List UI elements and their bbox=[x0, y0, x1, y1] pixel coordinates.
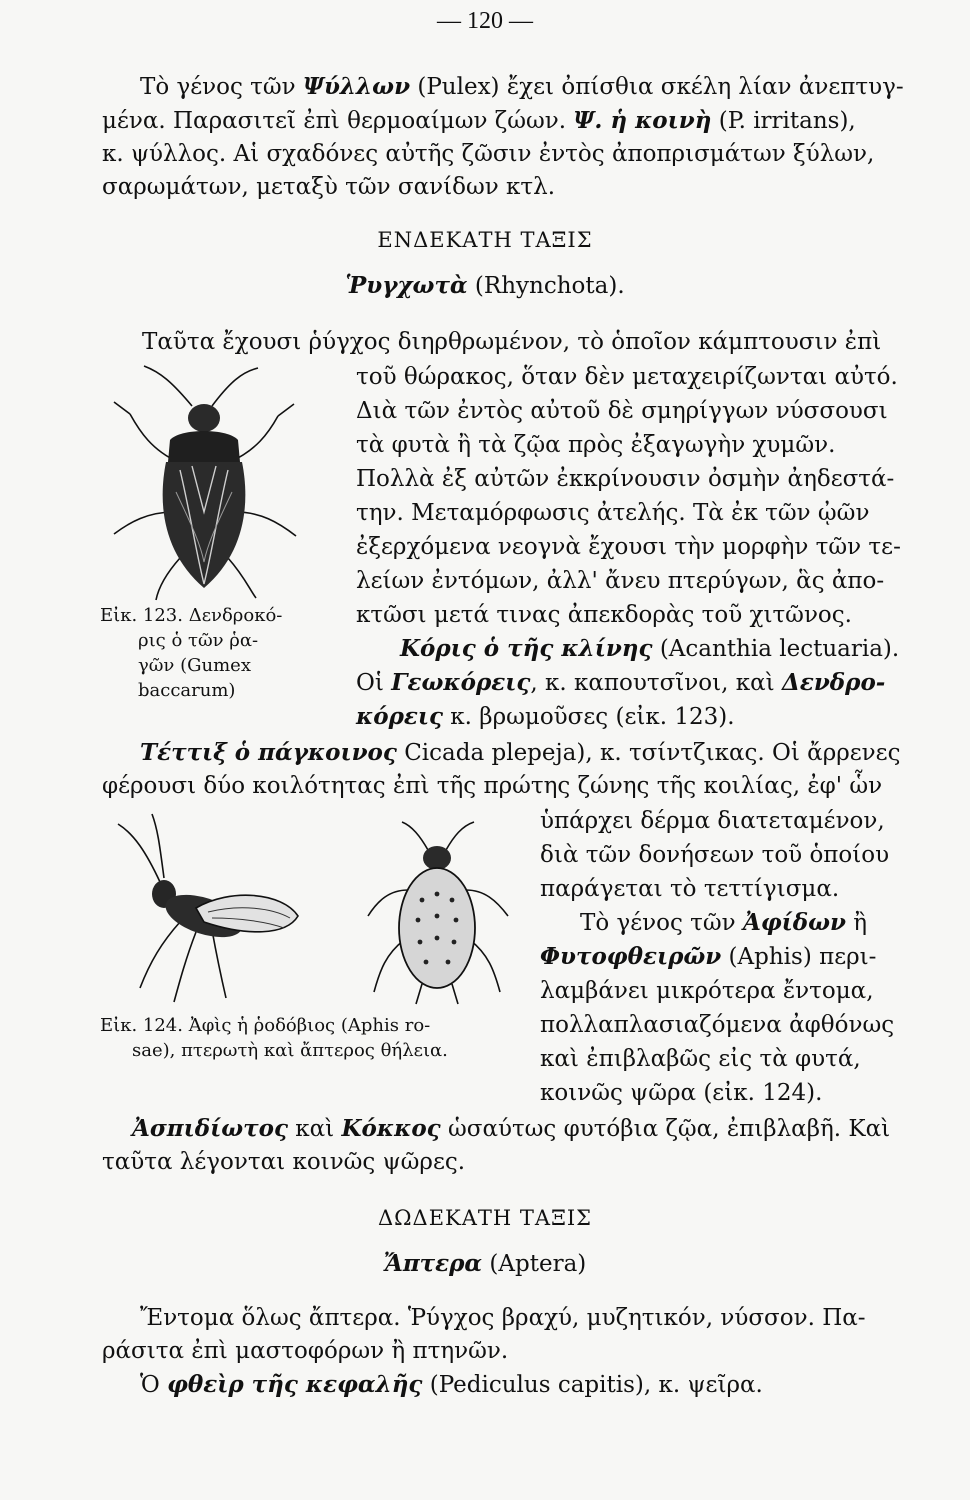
paragraph-rhynchota-first: Ταῦτα ἔχουσι ῥύγχος διηρθρωμένον, τὸ ὁποῖον κάμπτουσιν ἐπὶ bbox=[142, 329, 882, 355]
section-subtitle-12: Ἄπτερα (Aptera) bbox=[383, 1250, 587, 1277]
kokkos-name: Κόκκος bbox=[341, 1115, 441, 1142]
section-subtitle-11: Ῥυγχωτὰ (Rhynchota). bbox=[345, 272, 625, 299]
section-heading-11: ΕΝΔΕΚΑΤΗ ΤΑΞΙΣ bbox=[377, 228, 593, 252]
species-koine: Ψ. ἡ κοινὴ bbox=[573, 107, 712, 134]
genus-psyllon: Ψύλλων bbox=[302, 73, 411, 100]
paragraph-tettix-cont: ὑπάρχει δέρμα διατεταμένον, διὰ τῶν δονήσεων τοῦ ὁποίου παράγεται τὸ τεττίγισμα. Τὸ γένος τῶν Ἀφίδων ἢ Φυτοφθειρῶν (Aphis) περι- λαμβάνει μικρότερα ἔντομα, πολλαπλασιαζόμενα ἀφθόνως καὶ ἐπιβλαβῶς εἰς τὰ φυτά, κοινῶς ψῶρα (εἰκ. 124). bbox=[540, 808, 895, 1106]
text-line: μένα. Παρασιτεῖ ἐπὶ θερμοαίμων ζώων. Ψ. ἡ κοινὴ (P. irritans), bbox=[102, 107, 856, 134]
pediculus-name: φθεὶρ τῆς κεφαλῆς bbox=[167, 1371, 423, 1398]
geokoreis-name: Γεωκόρεις bbox=[391, 669, 531, 696]
caption-123: Εἰκ. 123. Δενδροκό- ρις ὁ τῶν ῥα- γῶν (Gumex baccarum) bbox=[100, 605, 283, 701]
page-number: — 120 — bbox=[437, 8, 533, 34]
figure-123-shield-bug bbox=[100, 362, 310, 602]
paragraph-aptera: Ἔντομα ὅλως ἄπτερα. Ῥύγχος βραχύ, μυζητικόν, νύσσον. Πα- ράσιτα ἐπὶ μαστοφόρων ἢ πτηνῶν. Ὁ φθεὶρ τῆς κεφαλῆς (Pediculus capitis), κ. ψεῖρα. bbox=[102, 1305, 866, 1398]
paragraph-rhynchota-body: τοῦ θώρακος, ὅταν δὲν μεταχειρίζωνται αὐτό. Διὰ τῶν ἐντὸς αὐτοῦ δὲ σμηρίγγων νύσσουσι τὰ φυτὰ ἢ τὰ ζῷα πρὸς ἐξαγωγὴν χυμῶν. Πολλὰ ἐξ αὐτῶν ἐκκρίνουσιν ὀσμὴν ἀηδεστά- την. Μεταμόρφωσις ἀτελής. Τὰ ἐκ τῶν ᾠῶν ἐξερχόμενα νεογνὰ ἔχουσι τὴν μορφὴν τῶν τε- λείων ἐντόμων, ἀλλ' ἄνευ πτερύγων, ἃς ἀπο- κτῶσι μετά τινας ἀπεκδορὰς τοῦ χιτῶνος. Κόρις ὁ τῆς κλίνης (Acanthia lectuaria). Οἱ Γεωκόρεις, κ. καπουτσῖνοι, καὶ Δενδρο- κόρεις κ. βρωμοῦσες (εἰκ. 123). bbox=[356, 364, 901, 730]
text-line: σαρωμάτων, μεταξὺ τῶν σανίδων κτλ. bbox=[102, 174, 556, 200]
figure-124-winged-aphid bbox=[100, 812, 310, 1008]
text-line: Τὸ γένος τῶν Ψύλλων (Pulex) ἔχει ὀπίσθια σκέλη λίαν ἀνεπτυγ- bbox=[140, 73, 904, 100]
figure-124-wingless-aphid bbox=[362, 820, 512, 1008]
section-heading-12: ΔΩΔΕΚΑΤΗ ΤΑΞΙΣ bbox=[377, 1206, 592, 1230]
paragraph-tettix: Τέττιξ ὁ πάγκοινος Cicada plepeja), κ. τσίντζικας. Οἱ ἄρρενες φέρουσι δύο κοιλότητας ἐπὶ τῆς πρώτης ζώνης τῆς κοιλίας, ἐφ' ὧν bbox=[102, 739, 901, 799]
tettix-name: Τέττιξ ὁ πάγκοινος bbox=[140, 739, 397, 766]
caption-124: Εἰκ. 124. Ἀφὶς ἡ ῥοδόβιος (Aphis ro- sae), πτερωτὴ καὶ ἄπτερος θήλεια. bbox=[100, 1015, 448, 1061]
dendrokoreis-name: Δενδρο- bbox=[782, 669, 886, 696]
paragraph-aspidiotos: Ἀσπιδίωτος καὶ Κόκκος ὡσαύτως φυτόβια ζῷα, ἐπιβλαβῆ. Καὶ ταῦτα λέγονται κοινῶς ψῶρες. bbox=[102, 1115, 891, 1175]
phytophtheiron-name: Φυτοφθειρῶν bbox=[540, 943, 722, 970]
paragraph-pulex bbox=[102, 70, 902, 204]
text-line: κ. ψύλλος. Αἱ σχαδόνες αὐτῆς ζῶσιν ἐντὸς ἀποπρισμάτων ξύλων, bbox=[102, 141, 875, 167]
aphides-name: Ἀφίδων bbox=[742, 909, 846, 936]
koris-name: Κόρις ὁ τῆς κλίνης bbox=[400, 635, 653, 662]
aspidiotos-name: Ἀσπιδίωτος bbox=[132, 1115, 288, 1142]
